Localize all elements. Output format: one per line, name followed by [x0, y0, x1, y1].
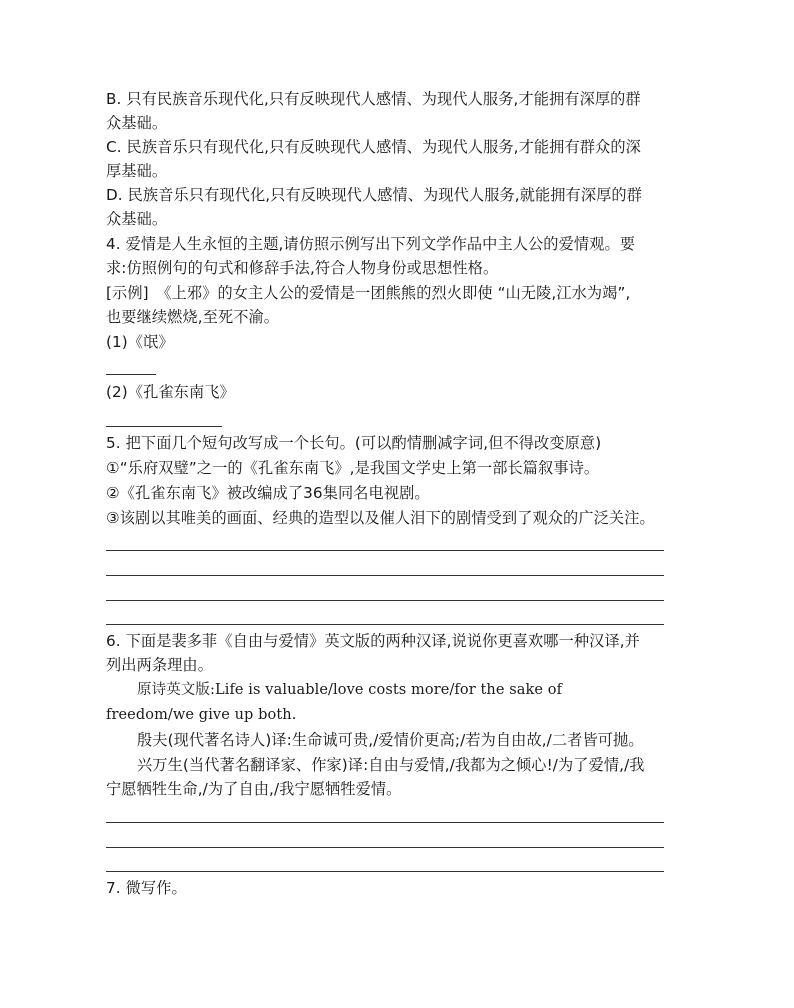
q6-stem: 6. 下面是裴多菲《自由与爱情》英文版的两种汉译,说说你更喜欢哪一种汉译,并 [106, 632, 640, 650]
q5-sentence-1: ①“乐府双璧”之一的《孔雀东南飞》,是我国文学史上第一部长篇叙事诗。 [106, 459, 600, 477]
q4-item-1: (1)《氓》 [106, 333, 174, 351]
q3-option-b-cont: 众基础。 [106, 114, 168, 132]
q6-answer-line-3[interactable] [106, 871, 664, 872]
q4-example-cont: 也要继续燃烧,至死不渝。 [106, 308, 280, 326]
q6-answer-line-1[interactable] [106, 822, 664, 823]
q4-item-2: (2)《孔雀东南飞》 [106, 383, 235, 401]
q3-option-d-cont: 众基础。 [106, 210, 168, 228]
q4-answer-blank-2[interactable] [106, 426, 222, 427]
q4-stem-cont: 求:仿照例句的句式和修辞手法,符合人物身份或思想性格。 [106, 259, 499, 277]
q6-original-english-cont: freedom/we give up both. [106, 707, 297, 723]
q5-stem: 5. 把下面几个短句改写成一个长句。(可以酌情删减字词,但不得改变原意) [106, 434, 602, 452]
q4-answer-blank-1[interactable] [106, 374, 156, 375]
q3-option-c: C. 民族音乐只有现代化,只有反映现代人感情、为现代人服务,才能拥有群众的深 [106, 138, 641, 156]
q4-example: [示例] 《上邪》的女主人公的爱情是一团熊熊的烈火即使 “山无陵,江水为竭”, [106, 284, 631, 302]
q3-option-b: B. 只有民族音乐现代化,只有反映现代人感情、为现代人服务,才能拥有深厚的群 [106, 90, 641, 108]
q5-answer-line-3[interactable] [106, 600, 664, 601]
q5-answer-line-1[interactable] [106, 550, 664, 551]
q5-answer-line-2[interactable] [106, 575, 664, 576]
q5-sentence-3: ③该剧以其唯美的画面、经典的造型以及催人泪下的剧情受到了观众的广泛关注。 [106, 509, 655, 527]
q5-sentence-2: ②《孔雀东南飞》被改编成了36集同名电视剧。 [106, 484, 430, 502]
q4-stem: 4. 爱情是人生永恒的主题,请仿照示例写出下列文学作品中主人公的爱情观。要 [106, 235, 636, 253]
q6-stem-cont: 列出两条理由。 [106, 656, 214, 674]
q6-xingwansheng-translation-cont: 宁愿牺牲生命,/为了自由,/我宁愿牺牲爱情。 [106, 780, 402, 798]
q6-answer-line-2[interactable] [106, 847, 664, 848]
q3-option-c-cont: 厚基础。 [106, 162, 168, 180]
q3-option-d: D. 民族音乐只有现代化,只有反映现代人感情、为现代人服务,就能拥有深厚的群 [106, 186, 642, 204]
q6-xingwansheng-translation: 兴万生(当代著名翻译家、作家)译:自由与爱情,/我都为之倾心!/为了爱情,/我 [137, 756, 645, 774]
q6-yinfu-translation: 殷夫(现代著名诗人)译:生命诚可贵,/爱情价更高;/若为自由故,/二者皆可抛。 [137, 731, 644, 749]
q6-original-english: 原诗英文版:Life is valuable/love costs more/for the sake of [137, 682, 563, 698]
q5-answer-line-4[interactable] [106, 624, 664, 625]
q7-stem: 7. 微写作。 [106, 879, 187, 897]
